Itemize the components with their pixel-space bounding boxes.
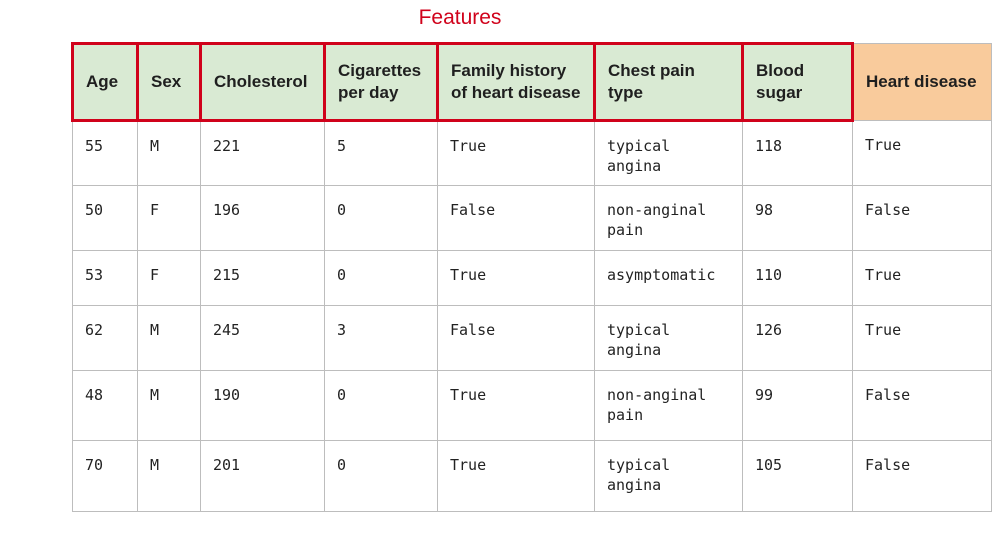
table-row (73, 371, 992, 441)
table-cell: 215 (201, 251, 325, 306)
table-cell: M (138, 121, 201, 186)
table-cell: True (438, 371, 595, 441)
header-family-history: Family history of heart disease (438, 44, 595, 121)
header-cigarettes-per-day: Cigarettes per day (325, 44, 438, 121)
table-cell: 99 (743, 371, 853, 441)
table-cell: 70 (73, 441, 138, 512)
header-chest-pain-type: Chest pain type (595, 44, 743, 121)
table-cell: 0 (325, 186, 438, 251)
table-cell: M (138, 441, 201, 512)
table-cell: typical angina (595, 121, 743, 186)
table-cell: 190 (201, 371, 325, 441)
header-age: Age (73, 44, 138, 121)
table-cell: 245 (201, 306, 325, 371)
table-cell: F (138, 186, 201, 251)
table-row (73, 186, 992, 251)
table-row (73, 306, 992, 371)
table-cell: 55 (73, 121, 138, 186)
table-cell: False (438, 186, 595, 251)
table-cell: True (853, 306, 992, 371)
header-cholesterol: Cholesterol (201, 44, 325, 121)
table-cell: 126 (743, 306, 853, 371)
table-cell: 221 (201, 121, 325, 186)
table-cell: typical angina (595, 306, 743, 371)
table-cell: 5 (325, 121, 438, 186)
table-row (73, 441, 992, 512)
table-cell: False (853, 186, 992, 251)
header-heart-disease: Heart disease (853, 44, 992, 121)
table-cell: True (853, 121, 992, 186)
table-row (73, 251, 992, 306)
table-cell: 3 (325, 306, 438, 371)
table-cell: 105 (743, 441, 853, 512)
features-label: Features (418, 6, 502, 29)
table-cell: 196 (201, 186, 325, 251)
table-cell: 201 (201, 441, 325, 512)
table-cell: False (853, 371, 992, 441)
table-cell: 62 (73, 306, 138, 371)
table-cell: 98 (743, 186, 853, 251)
header-row (73, 44, 992, 121)
table-cell: True (853, 251, 992, 306)
table-cell: asymptomatic (595, 251, 743, 306)
table-cell: 53 (73, 251, 138, 306)
heart-disease-table (71, 42, 992, 512)
table-cell: False (853, 441, 992, 512)
table-cell: True (438, 441, 595, 512)
table-cell: 50 (73, 186, 138, 251)
header-sex: Sex (138, 44, 201, 121)
table-cell: True (438, 121, 595, 186)
table-cell: 0 (325, 441, 438, 512)
table-cell: 48 (73, 371, 138, 441)
table-cell: non-anginal pain (595, 371, 743, 441)
table-cell: 110 (743, 251, 853, 306)
table-cell: 0 (325, 251, 438, 306)
table-cell: 0 (325, 371, 438, 441)
table-row (73, 121, 992, 186)
table-cell: True (438, 251, 595, 306)
table-cell: non-anginal pain (595, 186, 743, 251)
table-cell: F (138, 251, 201, 306)
table-cell: M (138, 306, 201, 371)
table-cell: 118 (743, 121, 853, 186)
table-cell: False (438, 306, 595, 371)
table-cell: typical angina (595, 441, 743, 512)
table-cell: M (138, 371, 201, 441)
header-blood-sugar: Blood sugar (743, 44, 853, 121)
